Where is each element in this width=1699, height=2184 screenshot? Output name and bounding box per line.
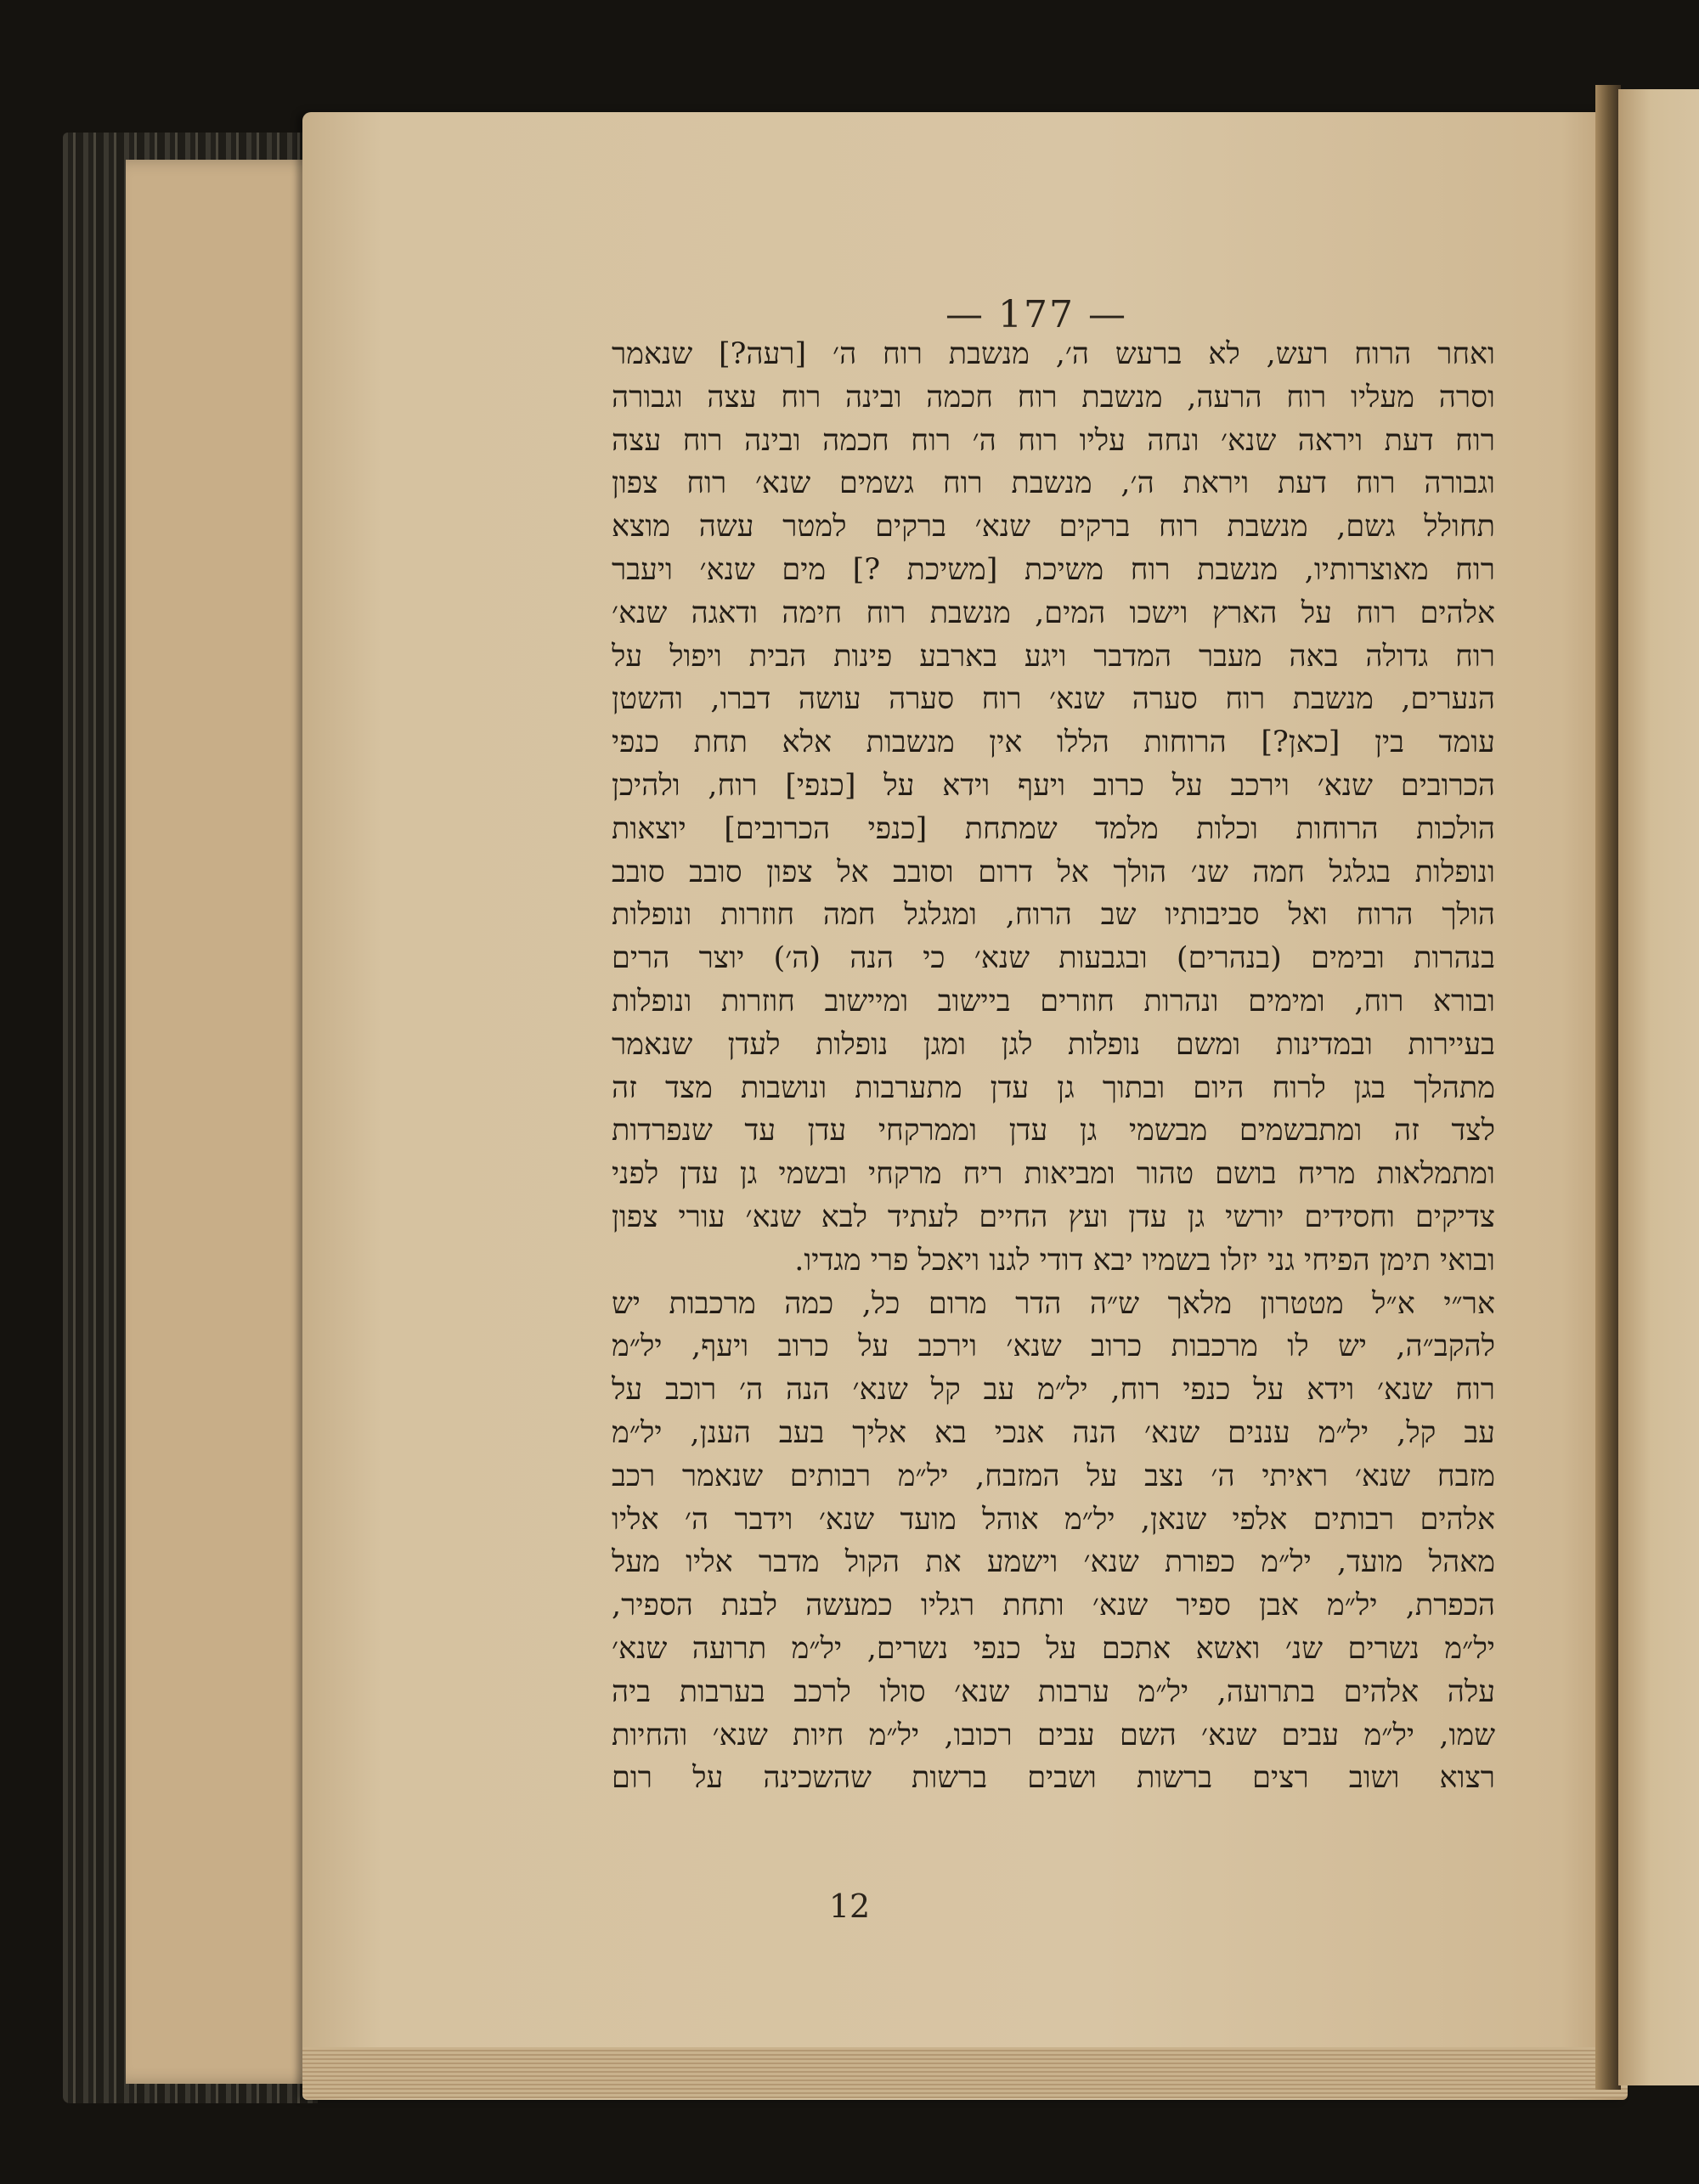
page-stack-edges (302, 2047, 1628, 2098)
hebrew-text-block (612, 333, 1495, 1800)
text-line: לצד זה ומתבשמים מבשמי גן עדן וממרקחי עדן עד שנפרדות (612, 1114, 1495, 1148)
text-line: ואחר הרוח רעש, לא ברעש ה׳, מנשבת רוח ה׳ [רעה?] שנאמר (612, 337, 1495, 371)
text-line: עלה אלהים בתרועה, יל״מ ערבות שנא׳ סולו לרכב בערבות ביה (612, 1674, 1495, 1709)
signature-mark: 12 (828, 1888, 871, 1925)
book-gutter (1595, 85, 1621, 2090)
text-line: רוח מאוצרותיו, מנשבת רוח משיכת [משיכת ?] מים שנא׳ ויעבר (612, 552, 1495, 587)
text-line: אלהים רבותים אלפי שנאן, יל״מ אוהל מועד שנא׳ וידבר ה׳ אליו (612, 1502, 1495, 1537)
text-line: להקב״ה, יש לו מרכבות כרוב שנא׳ וירכב על כרוב ויעף, יל״מ (612, 1329, 1495, 1364)
text-line: רוח שנא׳ וידא על כנפי רוח, יל״מ עב קל שנא׳ הנה ה׳ רוכב על (612, 1373, 1495, 1408)
text-line: ומתמלאות מריח בושם טהור ומביאות ריח מרקחי ובשמי גן עדן לפני (612, 1157, 1495, 1192)
text-line: בעיירות ובמדינות ומשם נופלות לגן ומגן נופלות לעדן שנאמר (612, 1027, 1495, 1062)
text-line: אר״י א״ל מטטרון מלאך ש״ה הדר מרום כל, כמה מרכבות יש (612, 1286, 1495, 1321)
text-line: וגבורה רוח דעת ויראת ה׳, מנשבת רוח גשמים שנא׳ רוח צפון (612, 466, 1495, 501)
text-line: אלהים רוח על הארץ וישכו המים, מנשבת רוח חימה ודאגה שנא׳ (612, 595, 1495, 630)
text-line: הולך הרוח ואל סביבותיו שב הרוח, ומגלגל חמה חוזרות ונופלות (612, 898, 1495, 933)
text-line: תחולל גשם, מנשבת רוח ברקים שנא׳ ברקים למטר עשה מוצא (612, 510, 1495, 545)
text-line: יל״מ נשרים שנ׳ ואשא אתכם על כנפי נשרים, יל״מ תרועה שנא׳ (612, 1631, 1495, 1666)
text-line: שמו, יל״מ עבים שנא׳ השם עבים רכובו, יל״מ חיות שנא׳ והחיות (612, 1718, 1495, 1752)
page-number: — 177 — (945, 293, 1127, 336)
text-line: רוח דעת ויראה שנא׳ ונחה עליו רוח ה׳ רוח חכמה ובינה רוח עצה (612, 423, 1495, 458)
next-page-edge (1618, 89, 1699, 2085)
text-line: הכרובים שנא׳ וירכב על כרוב ויעף וידא על [כנפי] רוח, ולהיכן (612, 768, 1495, 803)
text-line: ונופלות בגלגל חמה שנ׳ הולך אל דרום וסובב אל צפון סובב סובב (612, 855, 1495, 889)
text-line: בנהרות ובימים (בנהרים) ובגבעות שנא׳ כי הנה (ה׳) יוצר הרים (612, 941, 1495, 976)
text-line: ובורא רוח, ומימים ונהרות חוזרים ביישוב ומיישוב חוזרות ונופלות (612, 984, 1495, 1019)
text-line: רוח גדולה באה מעבר המדבר ויגע בארבע פינות הבית ויפול על (612, 639, 1495, 674)
text-line: הולכות הרוחות וכלות מלמד שמתחת [כנפי הכרובים] יוצאות (612, 811, 1495, 846)
text-line: ובואי תימן הפיחי גני יזלו בשמיו יבא דודי לגנו ויאכל פרי מגדיו. (794, 1243, 1495, 1278)
text-line: וסרה מעליו רוח הרעה, מנשבת רוח חכמה ובינה רוח עצה וגבורה (612, 380, 1495, 415)
text-line: מתהלך בגן לרוח היום ובתוך גן עדן מתערבות ונושבות מצד זה (612, 1070, 1495, 1105)
text-line: עומד בין [כאן?] הרוחות הללו אין מנשבות אלא תחת כנפי (612, 725, 1495, 760)
text-line: הנערים, מנשבת רוח סערה שנא׳ רוח סערה עושה דברו, והשטן (612, 682, 1495, 717)
text-line: צדיקים וחסידים יורשי גן עדן ועץ החיים לעתיד לבא שנא׳ עורי צפון (612, 1199, 1495, 1234)
text-line: עב קל, יל״מ עננים שנא׳ הנה אנכי בא אליך בעב הענן, יל״מ (612, 1415, 1495, 1450)
text-line: הכפרת, יל״מ אבן ספיר שנא׳ ותחת רגליו כמעשה לבנת הספיר, (612, 1589, 1495, 1623)
text-line: מזבח שנא׳ ראיתי ה׳ נצב על המזבח, יל״מ רבותים שנאמר רכב (612, 1459, 1495, 1493)
text-line: רצוא ושוב רצים ברשות ושבים ברשות שהשכינה על רום (612, 1761, 1495, 1796)
text-line: מאהל מועד, יל״מ כפורת שנא׳ וישמע את הקול מדבר אליו מעל (612, 1545, 1495, 1580)
